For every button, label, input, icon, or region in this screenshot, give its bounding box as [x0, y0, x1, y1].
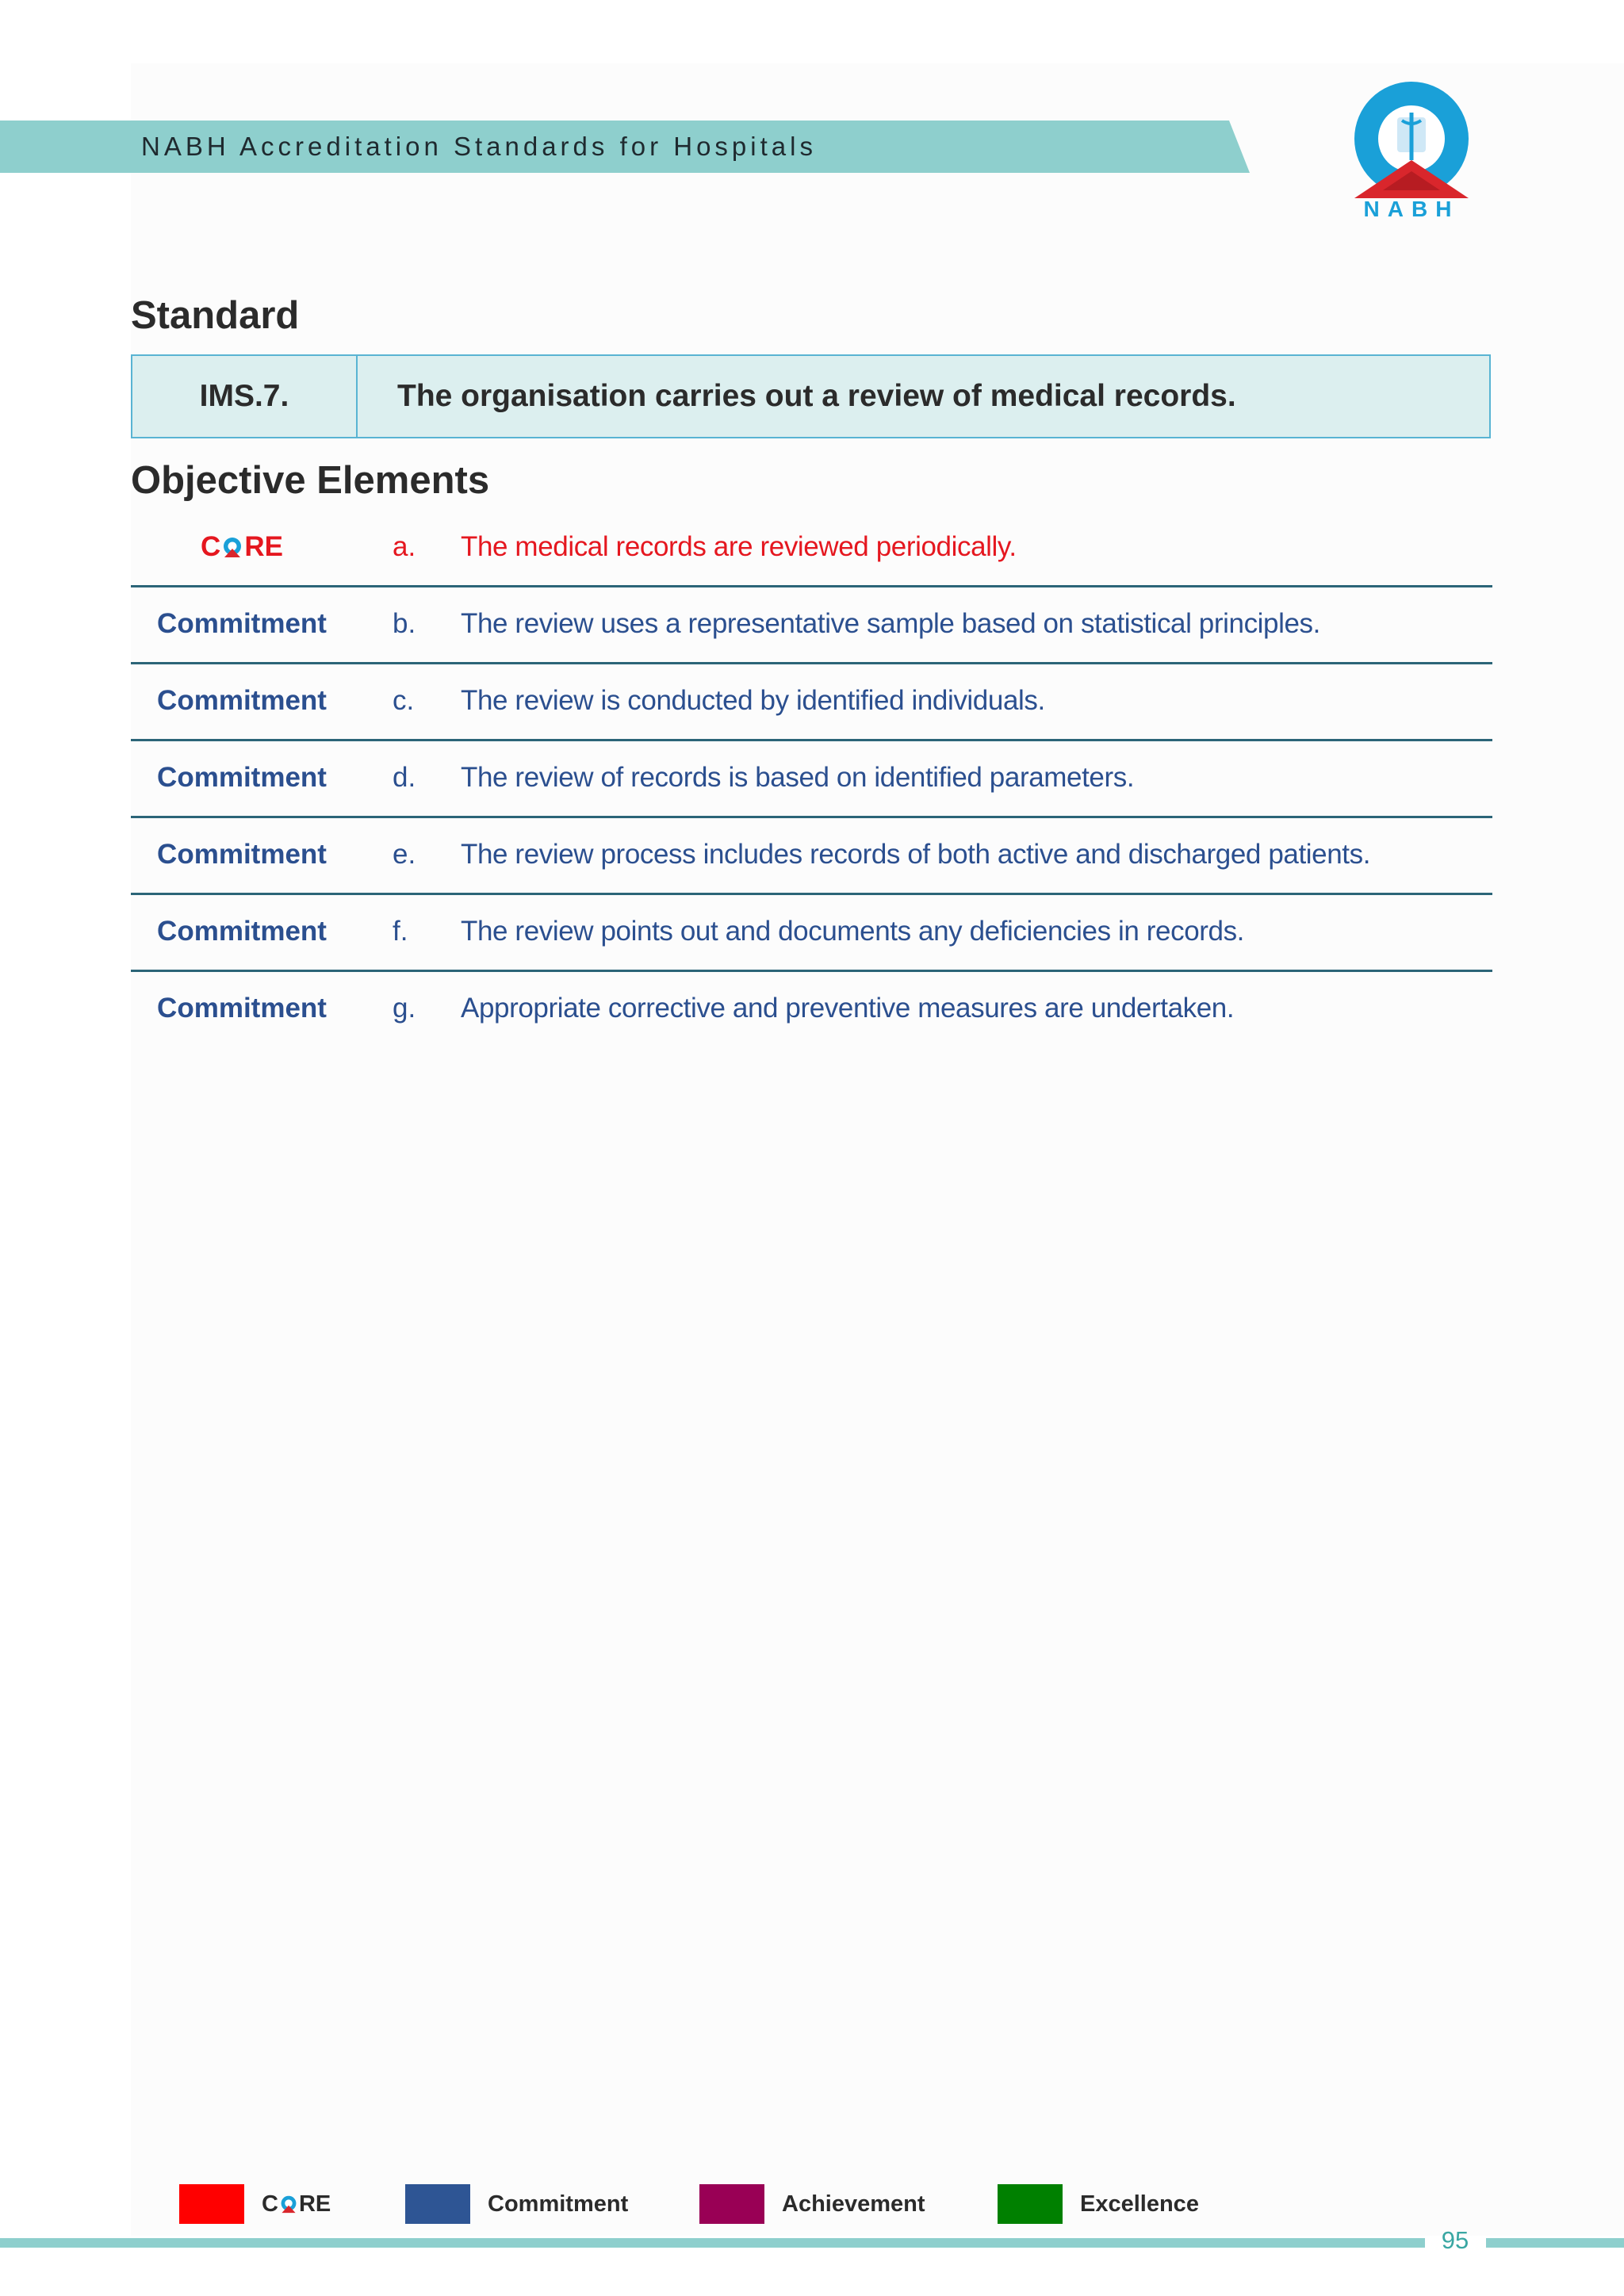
element-letter: e.: [393, 838, 416, 870]
legend-label: Commitment: [488, 2191, 629, 2217]
objective-element-row: [131, 816, 1492, 895]
standard-box: [131, 354, 1491, 438]
footer-rule: [0, 2238, 1425, 2248]
legend-core-label: C RE: [262, 2191, 331, 2217]
page-number: 95: [1441, 2226, 1469, 2254]
objective-element-row: [131, 739, 1492, 818]
element-letter: f.: [393, 915, 408, 947]
element-text: The review of records is based on identified parameters.: [461, 761, 1135, 793]
element-letter: d.: [393, 761, 416, 793]
element-letter: g.: [393, 992, 416, 1024]
legend-core: [179, 2184, 331, 2224]
legend-label: Excellence: [1080, 2191, 1199, 2217]
objective-element-row: [131, 893, 1492, 972]
core-word: C RE: [201, 530, 283, 562]
legend-swatch-excellence: [998, 2184, 1063, 2224]
legend-label: Achievement: [782, 2191, 925, 2217]
element-letter: b.: [393, 607, 416, 639]
core-o-icon: [221, 536, 243, 558]
standard-text: The organisation carries out a review of medical records.: [397, 379, 1236, 413]
objective-element-row: [131, 970, 1492, 1047]
standard-code: IMS.7.: [132, 356, 358, 437]
element-text: Appropriate corrective and preventive measures are undertaken.: [461, 992, 1235, 1024]
header-title: NABH Accreditation Standards for Hospitals: [141, 132, 817, 161]
element-text: The review uses a representative sample based on statistical principles.: [461, 607, 1320, 639]
level-label: Commitment: [157, 607, 327, 639]
legend-commitment: [405, 2184, 628, 2224]
element-letter: a.: [393, 530, 416, 562]
element-letter: c.: [393, 684, 415, 716]
standard-heading: Standard: [131, 294, 300, 337]
legend-excellence: [998, 2184, 1199, 2224]
element-text: The review process includes records of both active and discharged patients.: [461, 838, 1371, 870]
objective-element-row: [131, 662, 1492, 741]
core-o-icon: [279, 2195, 298, 2214]
core-label: [131, 508, 353, 585]
level-label: Commitment: [157, 992, 327, 1024]
element-text: The review is conducted by identified individuals.: [461, 684, 1045, 716]
objective-elements-heading: Objective Elements: [131, 459, 490, 502]
legend-achievement: [699, 2184, 925, 2224]
objective-element-row: [131, 508, 1492, 587]
legend-swatch-achievement: [699, 2184, 764, 2224]
level-label: Commitment: [157, 838, 327, 870]
legend-swatch-commitment: [405, 2184, 470, 2224]
objective-element-row: [131, 585, 1492, 664]
element-text: The medical records are reviewed periodically.: [461, 530, 1017, 562]
legend-swatch-core: [179, 2184, 244, 2224]
level-label: Commitment: [157, 761, 327, 793]
logo-text: NABH: [1363, 197, 1460, 221]
element-text: The review points out and documents any deficiencies in records.: [461, 915, 1244, 947]
footer-rule: [1486, 2238, 1624, 2248]
level-label: Commitment: [157, 684, 327, 716]
level-label: Commitment: [157, 915, 327, 947]
